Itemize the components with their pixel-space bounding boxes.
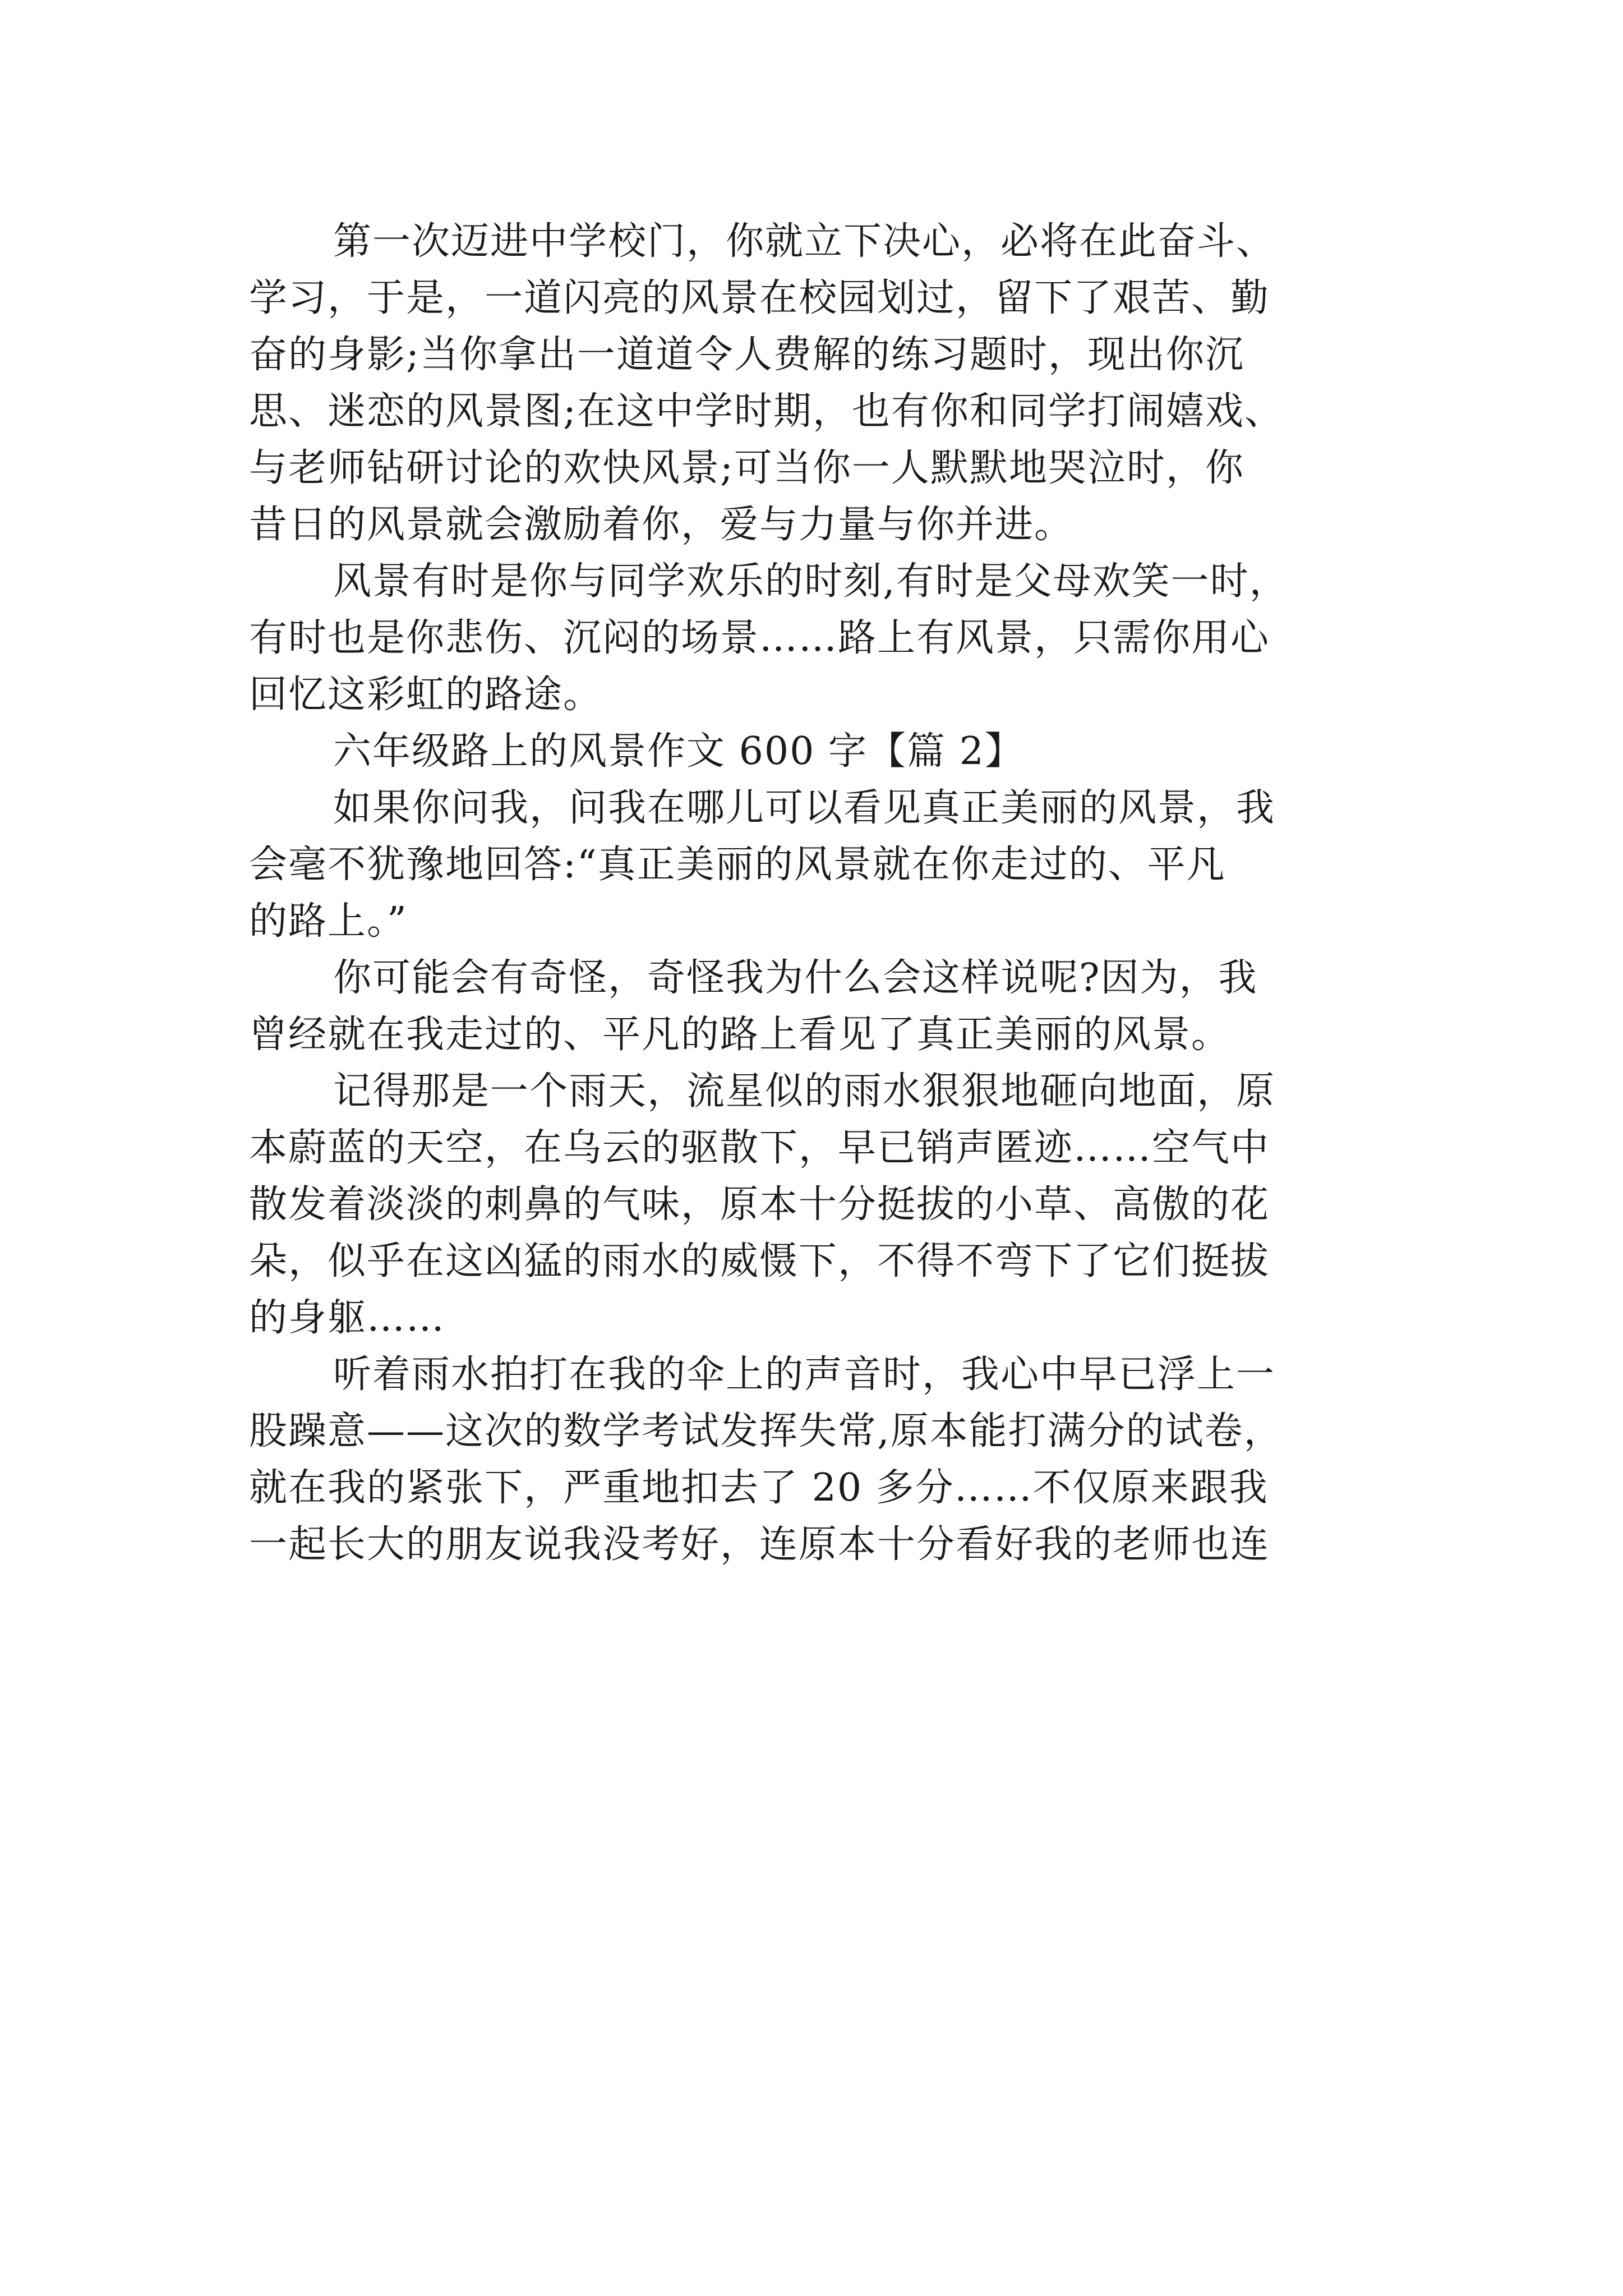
paragraph-line: 股躁意——这次的数学考试发挥失常,原本能打满分的试卷， — [249, 1409, 1283, 1453]
paragraph-line: 本蔚蓝的天空，在乌云的驱散下，早已销声匿迹……空气中 — [249, 1126, 1270, 1170]
paragraph-line: 的身躯…… — [249, 1296, 446, 1340]
paragraph-line: 就在我的紧张下，严重地扣去了 20 多分……不仅原来跟我 — [249, 1466, 1269, 1510]
section-heading — [249, 721, 1393, 777]
paragraph-line: 散发着淡淡的刺鼻的气味，原本十分挺拔的小草、高傲的花 — [249, 1182, 1270, 1227]
paragraph-line: 朵，似乎在这凶猛的雨水的威慑下，不得不弯下了它们挺拔 — [249, 1239, 1270, 1283]
paragraph-line: 听着雨水拍打在我的伞上的声音时，我心中早已浮上一 — [333, 1352, 1276, 1397]
document-body — [249, 211, 1393, 1571]
paragraph-line: 回忆这彩虹的路途。 — [249, 673, 603, 717]
paragraph-line: 昔日的风景就会激励着你，爱与力量与你并进。 — [249, 503, 1074, 547]
paragraph-line: 学习，于是，一道闪亮的风景在校园划过，留下了艰苦、勤 — [249, 276, 1270, 320]
paragraph-line: 有时也是你悲伤、沉闷的场景……路上有风景，只需你用心 — [249, 616, 1270, 660]
paragraph-line: 如果你问我，问我在哪儿可以看见真正美丽的风景，我 — [333, 786, 1276, 830]
paragraph-6 — [249, 1344, 1393, 1571]
paragraph-line: 会毫不犹豫地回答:“真正美丽的风景就在你走过的、平凡 — [249, 843, 1226, 887]
heading-text: 六年级路上的风景作文 600 字【篇 2】 — [333, 729, 1024, 774]
paragraph-line: 第一次迈进中学校门，你就立下决心，必将在此奋斗、 — [333, 219, 1276, 264]
paragraph-line: 曾经就在我走过的、平凡的路上看见了真正美丽的风景。 — [249, 1013, 1231, 1057]
paragraph-1 — [249, 211, 1393, 551]
paragraph-3 — [249, 777, 1393, 947]
paragraph-line: 你可能会有奇怪，奇怪我为什么会这样说呢?因为，我 — [333, 956, 1258, 1000]
paragraph-line: 风景有时是你与同学欢乐的时刻,有时是父母欢笑一时， — [333, 559, 1289, 604]
paragraph-line: 的路上。” — [249, 899, 408, 944]
paragraph-line: 与老师钻研讨论的欢快风景;可当你一人默默地哭泣时，你 — [249, 446, 1244, 490]
paragraph-line: 奋的身影;当你拿出一道道令人费解的练习题时，现出你沉 — [249, 333, 1244, 377]
paragraph-5 — [249, 1061, 1393, 1344]
paragraph-line: 记得那是一个雨天，流星似的雨水狠狠地砸向地面，原 — [333, 1069, 1276, 1114]
paragraph-line: 思、迷恋的风景图;在这中学时期，也有你和同学打闹嬉戏、 — [249, 389, 1284, 434]
paragraph-4 — [249, 947, 1393, 1061]
paragraph-2 — [249, 551, 1393, 721]
paragraph-line: 一起长大的朋友说我没考好，连原本十分看好我的老师也连 — [249, 1522, 1270, 1567]
